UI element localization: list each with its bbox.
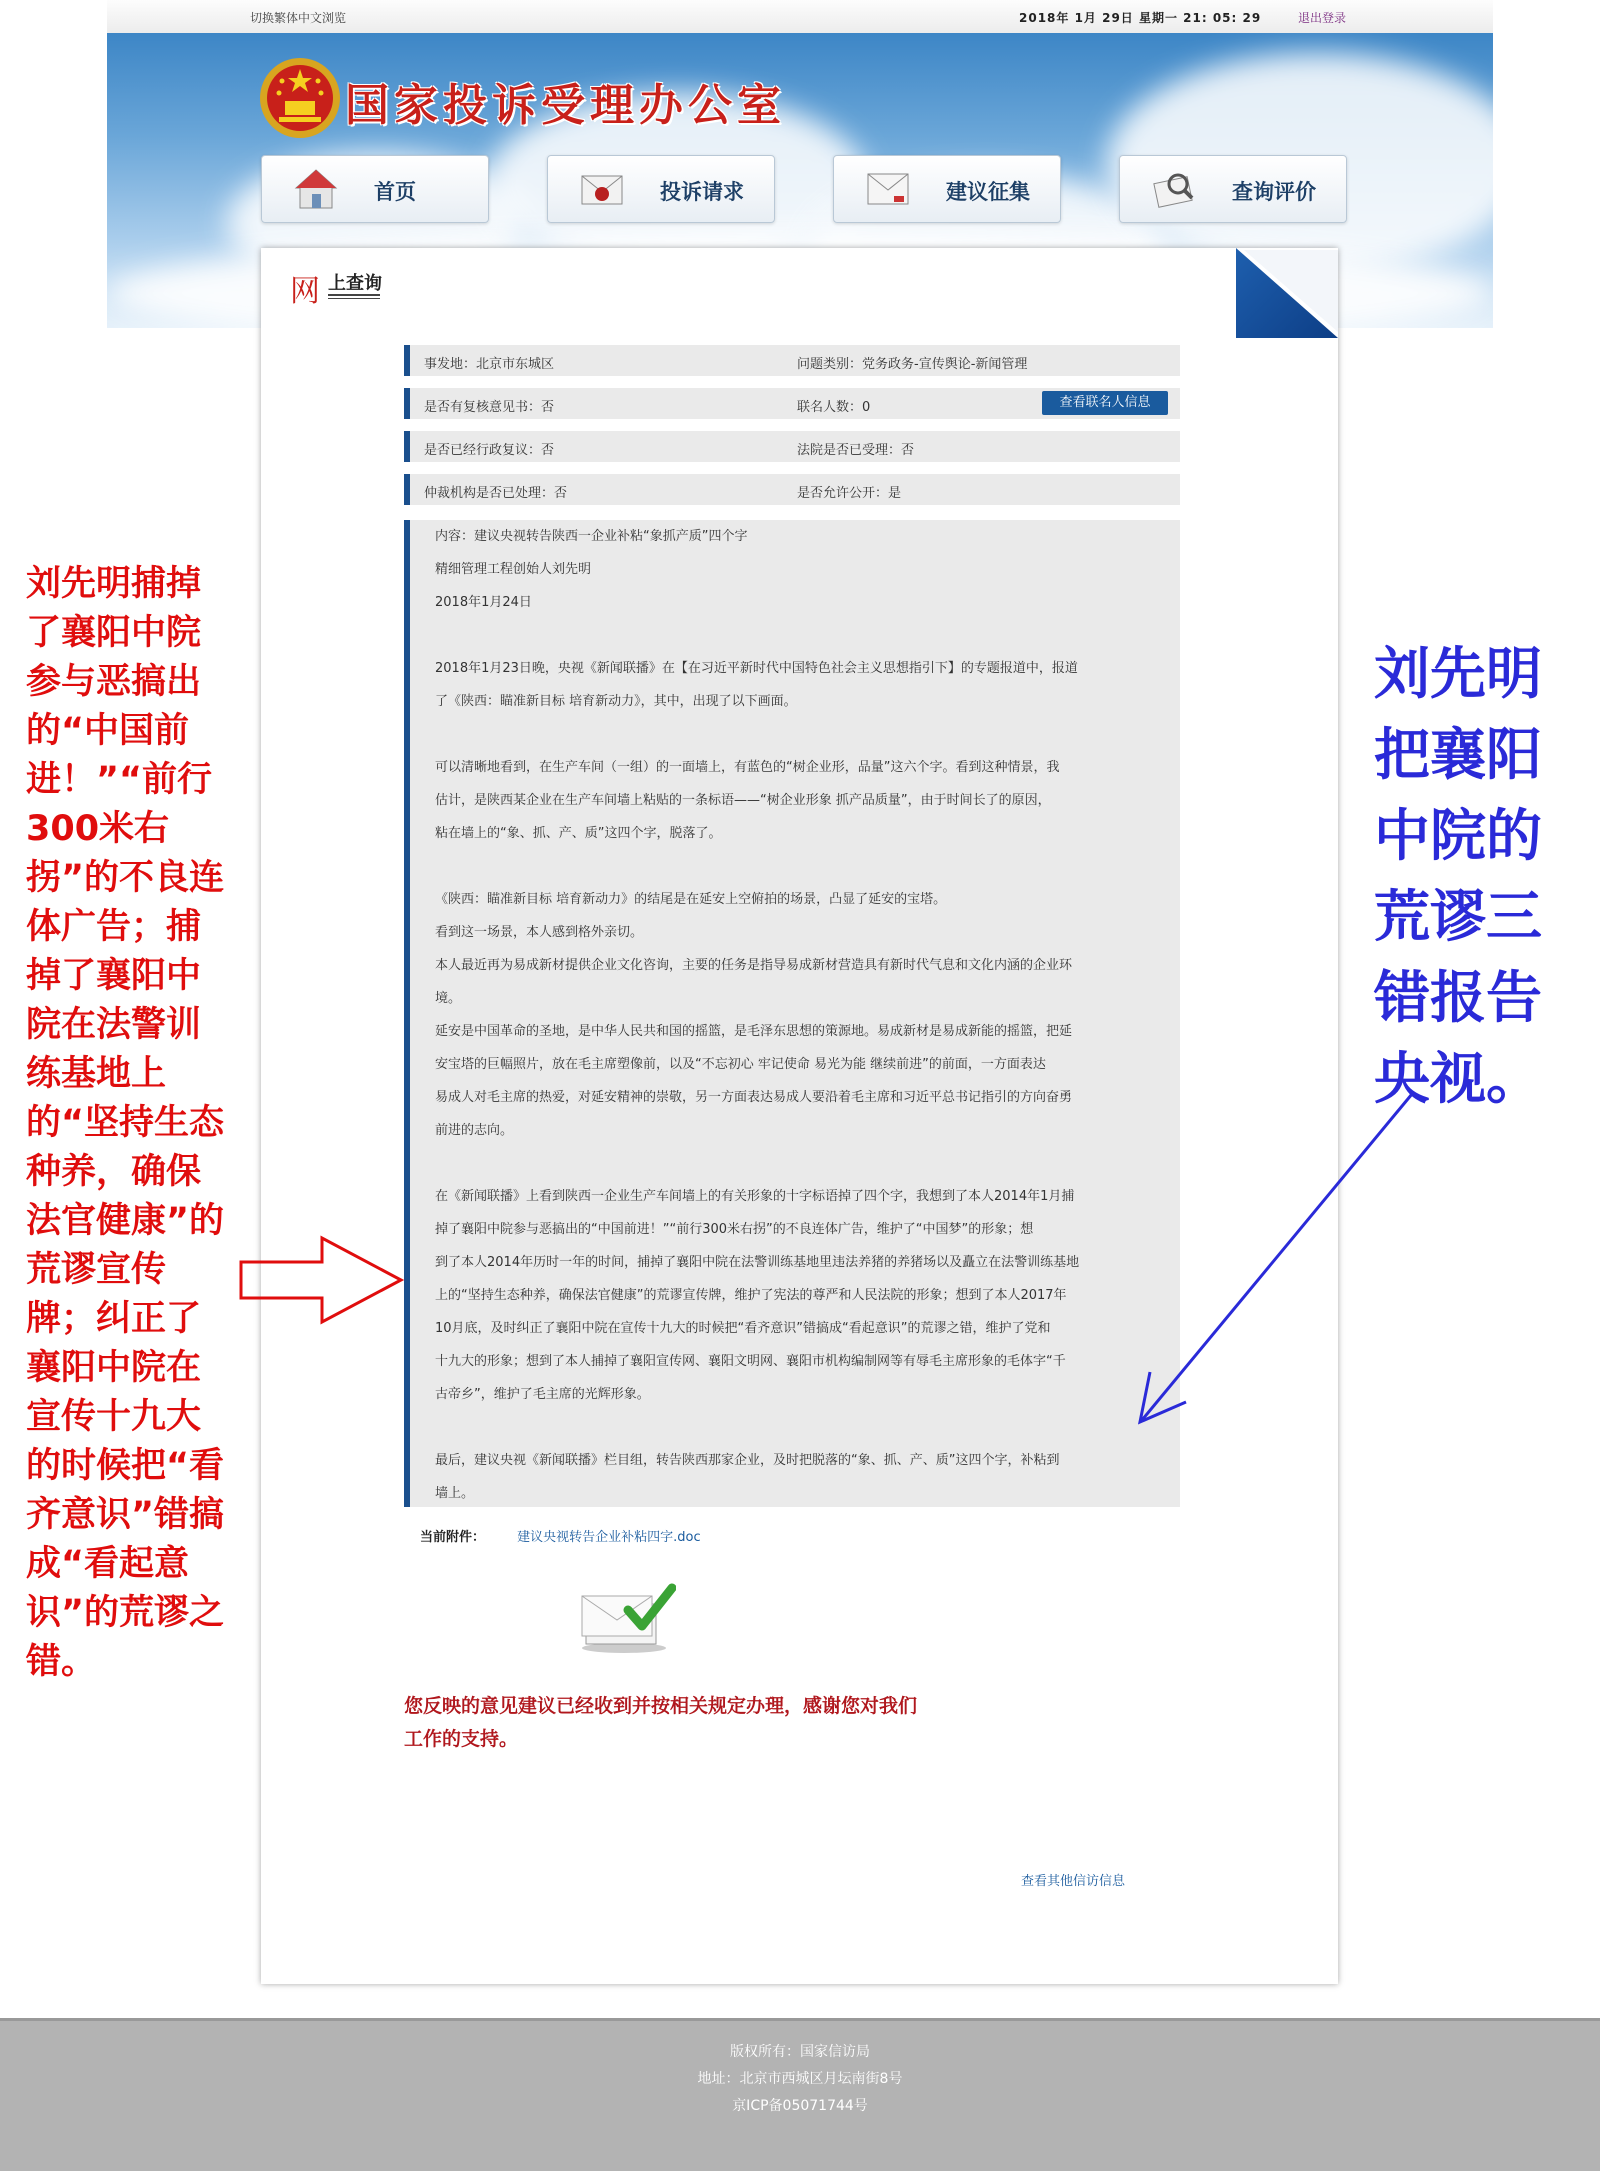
content-line: 本人最近再为易成新材提供企业文化咨询，主要的任务是指导易成新材营造具有新时代气息和文化内涵的企业环 — [435, 958, 1073, 973]
complaint-content — [404, 520, 1180, 1507]
content-line: 前进的志向。 — [435, 1123, 514, 1138]
content-line: 10月底，及时纠正了襄阳中院在宣传十九大的时候把“看齐意识”错搞成“看起意识”的荒谬之错，维护了党和 — [435, 1321, 1051, 1336]
nav-complaint-label: 投诉请求 — [660, 180, 744, 204]
content-line — [435, 718, 1175, 751]
content-line: 掉了襄阳中院参与恶搞出的“中国前进！”“前行300米右拐”的不良连体广告，维护了“中国梦”的形象；想 — [435, 1222, 1034, 1237]
search-letter-icon — [1150, 166, 1198, 212]
top-bar — [107, 0, 1493, 34]
content-line: 易成人对毛主席的热爱，对延安精神的崇敬，另一方面表达易成人要沿着毛主席和习近平总书记指引的方向奋勇 — [435, 1090, 1073, 1105]
content-line: 到了本人2014年历时一年的时间，捕掉了襄阳中院在法警训练基地里违法养猪的养猪场以及矗立在法警训练基地 — [435, 1255, 1080, 1270]
receipt-message: 您反映的意见建议已经收到并按相关规定办理，感谢您对我们工作的支持。 — [404, 1695, 918, 1750]
footer-copyright: 版权所有：国家信访局 — [730, 2044, 870, 2060]
section-title-text: 上查询 — [328, 273, 382, 294]
nav-query-button[interactable] — [1119, 155, 1347, 223]
info-row — [404, 345, 1180, 376]
content-line: 延安是中国革命的圣地，是中华人民共和国的摇篮，是毛泽东思想的策源地。易成新材是易成新能的摇篮，把延 — [435, 1024, 1073, 1039]
incident-location: 事发地：北京市东城区 — [424, 357, 555, 372]
nav-suggestion-button[interactable] — [833, 155, 1061, 223]
content-line: 2018年1月23日晚，央视《新闻联播》在【在习近平新时代中国特色社会主义思想指引下】的专题报道中，报道 — [435, 661, 1078, 676]
right-annotation: 刘先明把襄阳中院的荒谬三错报告央视。 — [1374, 642, 1542, 1112]
complaint-mail-icon — [578, 166, 626, 212]
content-line: 墙上。 — [435, 1486, 475, 1501]
content-line: 十九大的形象；想到了本人捕掉了襄阳宣传网、襄阳文明网、襄阳市机构编制网等有辱毛主席形象的毛体字“千 — [435, 1354, 1066, 1369]
content-line: 2018年1月24日 — [435, 595, 532, 610]
content-line: 最后，建议央视《新闻联播》栏目组，转告陕西那家企业，及时把脱落的“象、抓、产、质”这四个字，补粘到 — [435, 1453, 1060, 1468]
content-line: 粘在墙上的“象、抓、产、质”这四个字，脱落了。 — [435, 826, 722, 841]
arbitration-status: 仲裁机构是否已处理：否 — [424, 486, 568, 501]
content-line: 内容：建议央视转告陕西一企业补粘“象抓产质”四个字 — [435, 529, 748, 544]
content-line: 估计，是陕西某企业在生产车间墙上粘贴的一条标语——“树企业形象 抓产品质量”，由于时间长了的原因， — [435, 793, 1051, 808]
info-row — [404, 388, 1180, 419]
court-accepted-status: 法院是否已受理：否 — [797, 443, 915, 458]
view-cosigners-button[interactable]: 查看联名人信息 — [1042, 391, 1168, 415]
nav-query-label: 查询评价 — [1232, 180, 1316, 204]
content-line: 精细管理工程创始人刘先明 — [435, 562, 592, 577]
attachment-line — [420, 1526, 701, 1545]
home-icon — [292, 166, 340, 212]
right-arrow-annotation — [238, 1235, 406, 1325]
footer-icp: 京ICP备05071744号 — [732, 2098, 868, 2114]
content-line: 古帝乡”，维护了毛主席的光辉形象。 — [435, 1387, 650, 1402]
nav-home-label: 首页 — [374, 180, 416, 204]
review-opinion-status: 是否有复核意见书：否 — [424, 400, 555, 415]
content-line: 了《陕西：瞄准新目标 培育新动力》，其中，出现了以下画面。 — [435, 694, 797, 709]
section-title-underline — [328, 294, 380, 299]
content-line: 上的“坚持生态种养，确保法官健康”的荒谬宣传牌，维护了宪法的尊严和人民法院的形象；想到了本人2017年 — [435, 1288, 1067, 1303]
page-footer — [0, 2018, 1600, 2171]
section-title-char: 网 — [290, 274, 320, 309]
nav-complaint-button[interactable] — [547, 155, 775, 223]
content-line — [435, 850, 1175, 883]
mail-received-check-icon — [580, 1580, 676, 1654]
complaint-content-text — [435, 520, 1175, 1510]
content-line: 在《新闻联播》上看到陕西一企业生产车间墙上的有关形象的十字标语掉了四个字，我想到了本人2014年1月捕 — [435, 1189, 1075, 1204]
content-line: 可以清晰地看到，在生产车间（一组）的一面墙上，有蓝色的“树企业形，品量”这六个字。看到这种情景，我 — [435, 760, 1060, 775]
content-line — [435, 1411, 1175, 1444]
nav-suggestion-label: 建议征集 — [946, 180, 1030, 204]
cosigner-count: 联名人数：0 — [797, 400, 871, 415]
footer-address: 地址：北京市西城区月坛南街8号 — [697, 2071, 903, 2087]
diagonal-arrow-annotation — [1130, 1090, 1430, 1430]
public-allowed-status: 是否允许公开：是 — [797, 486, 902, 501]
view-other-petitions-link[interactable]: 查看其他信访信息 — [1021, 1874, 1126, 1889]
section-title — [290, 266, 382, 310]
content-line — [435, 1147, 1175, 1180]
envelope-icon — [864, 166, 912, 212]
nav-home-button[interactable] — [261, 155, 489, 223]
admin-review-status: 是否已经行政复议：否 — [424, 443, 555, 458]
attachment-label: 当前附件： — [420, 1530, 486, 1545]
content-line: 境。 — [435, 991, 462, 1006]
logout-link[interactable]: 退出登录 — [1298, 11, 1347, 25]
traditional-chinese-link[interactable]: 切换繁体中文浏览 — [250, 11, 347, 25]
attachment-file-link[interactable]: 建议央视转告企业补粘四字.doc — [517, 1530, 701, 1545]
issue-category: 问题类别：党务政务-宣传舆论-新闻管理 — [797, 357, 1028, 372]
content-line: 看到这一场景，本人感到格外亲切。 — [435, 925, 644, 940]
national-emblem-icon — [257, 55, 343, 141]
datetime-display: 2018年 1月 29日 星期一 21: 05: 29 — [1019, 11, 1262, 25]
site-title: 国家投诉受理办公室 — [345, 80, 786, 131]
left-annotation: 刘先明捕掉了襄阳中院参与恶搞出的“中国前进！”“前行300米右拐”的不良连体广告；捕掉了襄阳中院在法警训练基地上的“坚持生态种养，确保法官健康”的荒谬宣传牌；纠正了襄阳中院在宣传十九大的时候把“看齐意识”错搞成“看起意识”的荒谬之错。 — [26, 564, 225, 1682]
content-line: 安宝塔的巨幅照片，放在毛主席塑像前，以及“不忘初心 牢记使命 易光为能 继续前进”的前面，一方面表达 — [435, 1057, 1046, 1072]
content-line: 《陕西：瞄准新目标 培育新动力》的结尾是在延安上空俯拍的场景，凸显了延安的宝塔。 — [435, 892, 947, 907]
content-line — [435, 619, 1175, 652]
info-row — [404, 431, 1180, 462]
info-row — [404, 474, 1180, 505]
